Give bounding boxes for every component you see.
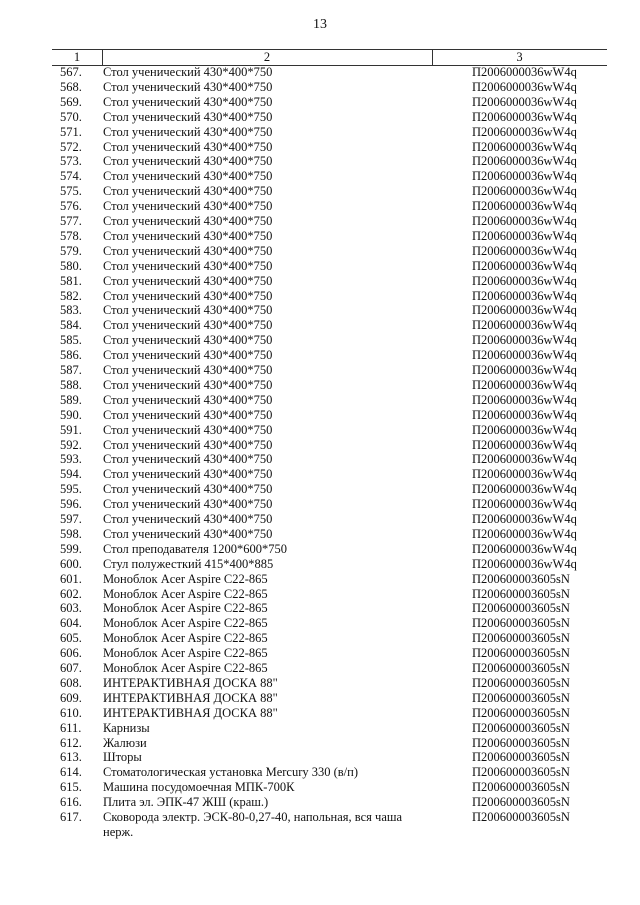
row-number: 612. [60,735,82,750]
item-name: Сковорода электр. ЭСК-80-0,27-40, напольная, вся чаша нерж. [103,810,403,839]
row-number: 602. [60,586,82,601]
item-code: П2006000036wW4q [472,392,577,407]
item-code: П200600003605sN [472,661,570,675]
item-name: Стол ученический 430*400*750 [103,318,273,333]
row-number: 603. [60,601,82,616]
row-number: 596. [60,497,82,512]
item-code: П200600003605sN [472,780,570,795]
item-code: П2006000036wW4q [472,512,577,526]
table-row [0,542,640,557]
header-col-1: 1 [73,50,81,64]
table-row [0,363,640,378]
table-row [0,780,640,795]
item-name: ИНТЕРАКТИВНАЯ ДОСКА 88" [103,675,278,690]
row-number: 569. [60,94,82,109]
item-name: Стол ученический 430*400*750 [103,65,273,79]
item-code: П2006000036wW4q [472,288,577,303]
item-code: П2006000036wW4q [472,422,577,437]
row-number: 617. [60,810,82,824]
item-name: Стол ученический 430*400*750 [103,497,273,512]
row-number: 579. [60,243,82,258]
table-row [0,691,640,706]
item-name: Стол ученический 430*400*750 [103,169,273,184]
item-name: Стол ученический 430*400*750 [103,124,273,139]
item-code: П2006000036wW4q [472,318,577,333]
table-row [0,467,640,482]
table-header [52,49,607,66]
row-number: 586. [60,348,82,363]
item-name: Стол ученический 430*400*750 [103,214,273,228]
item-code: П2006000036wW4q [472,214,577,228]
item-code: П2006000036wW4q [472,541,577,556]
table-row [0,572,640,587]
table-row [0,393,640,408]
table-row [0,512,640,527]
item-name: Стол ученический 430*400*750 [103,79,273,94]
table-row [0,140,640,155]
item-code: П2006000036wW4q [472,228,577,243]
table-row [0,736,640,751]
item-code: П2006000036wW4q [472,407,577,422]
row-number: 571. [60,124,82,139]
row-number: 601. [60,571,82,586]
item-code: П2006000036wW4q [472,94,577,109]
row-number: 599. [60,541,82,556]
row-number: 582. [60,288,82,303]
item-code: П2006000036wW4q [472,258,577,273]
row-number: 594. [60,467,82,482]
item-code: П2006000036wW4q [472,348,577,363]
row-number: 605. [60,631,82,646]
item-name: Стол ученический 430*400*750 [103,407,273,422]
item-name: Шторы [103,750,142,765]
table-row [0,721,640,736]
item-code: П200600003605sN [472,690,570,705]
item-name: Стол ученический 430*400*750 [103,109,273,124]
row-number: 593. [60,452,82,467]
item-name: Стол ученический 430*400*750 [103,199,273,214]
item-code: П200600003605sN [472,705,570,720]
item-name: Плита эл. ЭПК-47 ЖШ (краш.) [103,795,269,810]
row-number: 614. [60,765,82,780]
item-name: Стол ученический 430*400*750 [103,154,273,169]
table-row [0,631,640,646]
item-name: Стол ученический 430*400*750 [103,452,273,467]
row-number: 577. [60,214,82,228]
row-number: 600. [60,556,82,571]
row-number: 574. [60,169,82,184]
table-row [0,65,640,80]
item-code: П2006000036wW4q [472,333,577,348]
item-name: Стол ученический 430*400*750 [103,526,273,541]
item-code: П2006000036wW4q [472,363,577,377]
table-row [0,184,640,199]
item-name: ИНТЕРАКТИВНАЯ ДОСКА 88" [103,705,278,720]
item-name: Стол ученический 430*400*750 [103,512,273,526]
item-code: П2006000036wW4q [472,526,577,541]
row-number: 585. [60,333,82,348]
item-name: Моноблок Acer Aspire C22-865 [103,616,268,631]
item-name: Стол ученический 430*400*750 [103,422,273,437]
item-code: П2006000036wW4q [472,109,577,124]
item-name: Машина посудомоечная МПК-700К [103,780,295,795]
row-number: 598. [60,526,82,541]
row-number: 584. [60,318,82,333]
item-name: Стол ученический 430*400*750 [103,482,273,497]
row-number: 572. [60,139,82,154]
item-name: Стол ученический 430*400*750 [103,228,273,243]
table-row [0,110,640,125]
item-code: П2006000036wW4q [472,154,577,169]
item-code: П2006000036wW4q [472,452,577,467]
table-row [0,333,640,348]
item-name: Стол ученический 430*400*750 [103,139,273,154]
item-code: П200600003605sN [472,675,570,690]
table-row [0,497,640,512]
table-row [0,482,640,497]
item-code: П200600003605sN [472,586,570,601]
row-number: 604. [60,616,82,631]
table-row [0,214,640,229]
row-number: 615. [60,780,82,795]
item-code: П2006000036wW4q [472,65,577,79]
row-number: 583. [60,303,82,318]
item-code: П200600003605sN [472,795,570,810]
item-code: П200600003605sN [472,750,570,765]
item-name: Стол ученический 430*400*750 [103,333,273,348]
item-code: П200600003605sN [472,646,570,661]
row-number: 606. [60,646,82,661]
row-number: 575. [60,184,82,199]
table-row [0,676,640,691]
table-row [0,810,640,839]
row-number: 592. [60,437,82,452]
item-name: ИНТЕРАКТИВНАЯ ДОСКА 88" [103,690,278,705]
table-row [0,557,640,572]
table-row [0,408,640,423]
item-name: Моноблок Acer Aspire C22-865 [103,661,268,675]
row-number: 581. [60,273,82,288]
item-code: П2006000036wW4q [472,169,577,184]
row-number: 616. [60,795,82,810]
item-name: Моноблок Acer Aspire C22-865 [103,571,268,586]
item-name: Стол ученический 430*400*750 [103,348,273,363]
table-row [0,274,640,289]
item-name: Моноблок Acer Aspire C22-865 [103,646,268,661]
table-row [0,95,640,110]
table-row [0,125,640,140]
item-code: П2006000036wW4q [472,273,577,288]
row-number: 568. [60,79,82,94]
row-number: 567. [60,65,82,79]
table-row [0,199,640,214]
table-row [0,765,640,780]
row-number: 587. [60,363,82,377]
item-code: П2006000036wW4q [472,243,577,258]
table-row [0,706,640,721]
item-code: П2006000036wW4q [472,303,577,318]
item-name: Стол ученический 430*400*750 [103,392,273,407]
item-name: Стол ученический 430*400*750 [103,363,273,377]
item-code: П200600003605sN [472,601,570,616]
table-row [0,378,640,393]
item-code: П200600003605sN [472,810,570,824]
item-name: Стул полужесткий 415*400*885 [103,556,274,571]
item-code: П2006000036wW4q [472,184,577,199]
row-number: 607. [60,661,82,675]
table-row [0,169,640,184]
table-row [0,303,640,318]
table-row [0,587,640,602]
table-row [0,438,640,453]
item-name: Моноблок Acer Aspire C22-865 [103,631,268,646]
table-row [0,348,640,363]
row-number: 590. [60,407,82,422]
table-row [0,527,640,542]
table-row [0,154,640,169]
item-code: П2006000036wW4q [472,556,577,571]
item-code: П200600003605sN [472,571,570,586]
item-name: Жалюзи [103,735,147,750]
item-name: Стол ученический 430*400*750 [103,94,273,109]
item-code: П2006000036wW4q [472,377,577,392]
item-code: П2006000036wW4q [472,79,577,94]
table-row [0,229,640,244]
table-row [0,289,640,304]
row-number: 589. [60,392,82,407]
row-number: 591. [60,422,82,437]
table-row [0,661,640,676]
row-number: 597. [60,512,82,526]
row-number: 611. [60,720,82,735]
item-code: П200600003605sN [472,735,570,750]
row-number: 588. [60,377,82,392]
item-name: Стол ученический 430*400*750 [103,184,273,199]
table-row [0,795,640,810]
item-name: Стол ученический 430*400*750 [103,377,273,392]
table-row [0,616,640,631]
item-name: Стол ученический 430*400*750 [103,437,273,452]
page-number: 13 [313,17,327,32]
row-number: 610. [60,705,82,720]
row-number: 578. [60,228,82,243]
item-name: Стол преподавателя 1200*600*750 [103,541,287,556]
row-number: 570. [60,109,82,124]
item-code: П2006000036wW4q [472,467,577,482]
table-row [0,750,640,765]
row-number: 573. [60,154,82,169]
item-name: Стол ученический 430*400*750 [103,273,273,288]
item-code: П2006000036wW4q [472,497,577,512]
item-code: П2006000036wW4q [472,437,577,452]
table-row [0,244,640,259]
item-name: Стол ученический 430*400*750 [103,258,273,273]
item-name: Моноблок Acer Aspire C22-865 [103,601,268,616]
table-row [0,601,640,616]
table-row [0,452,640,467]
item-code: П200600003605sN [472,631,570,646]
item-code: П200600003605sN [472,720,570,735]
item-code: П2006000036wW4q [472,199,577,214]
row-number: 609. [60,690,82,705]
row-number: 580. [60,258,82,273]
header-col-2: 2 [263,50,271,64]
row-number: 613. [60,750,82,765]
row-number: 595. [60,482,82,497]
item-name: Стол ученический 430*400*750 [103,288,273,303]
row-number: 576. [60,199,82,214]
table-row [0,80,640,95]
table-row [0,423,640,438]
item-code: П2006000036wW4q [472,139,577,154]
item-name: Стол ученический 430*400*750 [103,243,273,258]
table-row [0,259,640,274]
row-number: 608. [60,675,82,690]
table-row [0,318,640,333]
header-col-3: 3 [516,50,523,64]
table-row [0,646,640,661]
item-code: П200600003605sN [472,616,570,631]
item-code: П2006000036wW4q [472,482,577,497]
item-name: Карнизы [103,720,150,735]
item-name: Стол ученический 430*400*750 [103,303,273,318]
item-name: Стоматологическая установка Mercury 330 (в/п) [103,765,359,780]
item-code: П200600003605sN [472,765,570,780]
item-code: П2006000036wW4q [472,124,577,139]
item-name: Моноблок Acer Aspire C22-865 [103,586,268,601]
item-name: Стол ученический 430*400*750 [103,467,273,482]
